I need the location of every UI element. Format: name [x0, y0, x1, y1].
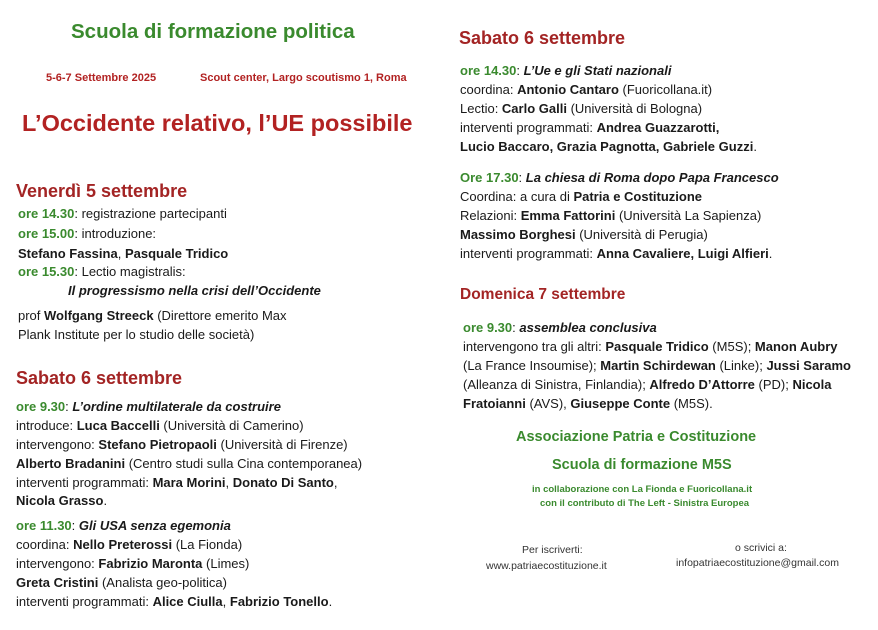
sunday-speakers-4: Fratoianni (AVS), Giuseppe Conte (M5S). [463, 396, 713, 411]
lectio-title: Il progressismo nella crisi dell’Occidente [68, 283, 321, 298]
session-930-speaker-1: intervengono: Stefano Pietropaoli (Università di Firenze) [16, 437, 348, 452]
session-1130-coordina: coordina: Nello Preterossi (La Fionda) [16, 537, 243, 552]
session-1130-speaker-1: intervengono: Fabrizio Maronta (Limes) [16, 556, 250, 571]
friday-intro-speakers: Stefano Fassina, Pasquale Tridico [18, 246, 229, 261]
sunday-session-title: ore 9.30: assemblea conclusiva [463, 320, 657, 335]
saturday-heading-right: Sabato 6 settembre [459, 28, 626, 48]
organizer-1: Associazione Patria e Costituzione [516, 429, 757, 445]
session-930-title: ore 9.30: L’ordine multilaterale da costruire [16, 399, 281, 414]
session-1130-programmed: interventi programmati: Alice Ciulla, Fabrizio Tonello. [16, 594, 333, 609]
session-1430-lectio: Lectio: Carlo Galli (Università di Bologna) [460, 101, 703, 116]
friday-slot-2: ore 15.00: introduzione: [18, 226, 157, 241]
event-dates: 5-6-7 Settembre 2025 [46, 72, 157, 84]
event-venue: Scout center, Largo scoutismo 1, Roma [200, 72, 407, 84]
sunday-speakers-2: (La France Insoumise); Martin Schirdewan (Linke); Jussi Saramo [463, 358, 851, 373]
session-1730-relazioni: Relazioni: Emma Fattorini (Università La Sapienza) [460, 208, 762, 223]
main-title: L’Occidente relativo, l’UE possibile [22, 110, 413, 136]
session-930-programmed-cont: Nicola Grasso. [16, 493, 108, 508]
session-930-introduce: introduce: Luca Baccelli (Università di Camerino) [16, 418, 304, 433]
organizer-2: Scuola di formazione M5S [552, 457, 732, 473]
friday-slot-1: ore 14.30: registrazione partecipanti [18, 206, 227, 221]
lectio-speaker: prof Wolfgang Streeck (Direttore emerito Max [18, 308, 287, 323]
session-930-programmed: interventi programmati: Mara Morini, Donato Di Santo, [16, 475, 338, 490]
friday-slot-3: ore 15.30: Lectio magistralis: [18, 264, 186, 279]
session-1130-speaker-2: Greta Cristini (Analista geo-politica) [16, 575, 227, 590]
sunday-speakers-1: intervengono tra gli altri: Pasquale Tridico (M5S); Manon Aubry [463, 339, 838, 354]
session-1430-programmed: interventi programmati: Andrea Guazzarotti, [460, 120, 720, 135]
session-1730-title: Ore 17.30: La chiesa di Roma dopo Papa Francesco [460, 170, 779, 185]
session-930-speaker-2: Alberto Bradanini (Centro studi sulla Cina contemporanea) [16, 456, 363, 471]
lectio-speaker-affiliation: Plank Institute per lo studio delle società) [18, 327, 255, 342]
saturday-heading-left: Sabato 6 settembre [16, 368, 183, 388]
write-label: o scrivici a: [735, 542, 787, 554]
sunday-heading: Domenica 7 settembre [460, 286, 626, 303]
friday-heading: Venerdì 5 settembre [16, 181, 188, 201]
signup-label: Per iscriverti: [522, 544, 583, 556]
collaboration-note: in collaborazione con La Fionda e Fuoricollana.it [532, 484, 753, 495]
session-1130-title: ore 11.30: Gli USA senza egemonia [16, 518, 231, 533]
sunday-speakers-3: (Alleanza di Sinistra, Finlandia); Alfredo D’Attorre (PD); Nicola [463, 377, 832, 392]
session-1430-coordina: coordina: Antonio Cantaro (Fuoricollana.it) [460, 82, 713, 97]
session-1430-programmed-cont: Lucio Baccaro, Grazia Pagnotta, Gabriele Guzzi. [460, 139, 757, 154]
session-1430-title: ore 14.30: L’Ue e gli Stati nazionali [460, 63, 672, 78]
session-1730-coordina: Coordina: a cura di Patria e Costituzione [460, 189, 703, 204]
session-1730-programmed: interventi programmati: Anna Cavaliere, Luigi Alfieri. [460, 246, 773, 261]
email-link[interactable]: infopatriaecostituzione@gmail.com [676, 557, 839, 569]
signup-link[interactable]: www.patriaecostituzione.it [486, 560, 607, 572]
contribution-note: con il contributo di The Left - Sinistra Europea [540, 498, 750, 509]
school-title: Scuola di formazione politica [71, 20, 355, 43]
session-1730-speaker-2: Massimo Borghesi (Università di Perugia) [460, 227, 708, 242]
